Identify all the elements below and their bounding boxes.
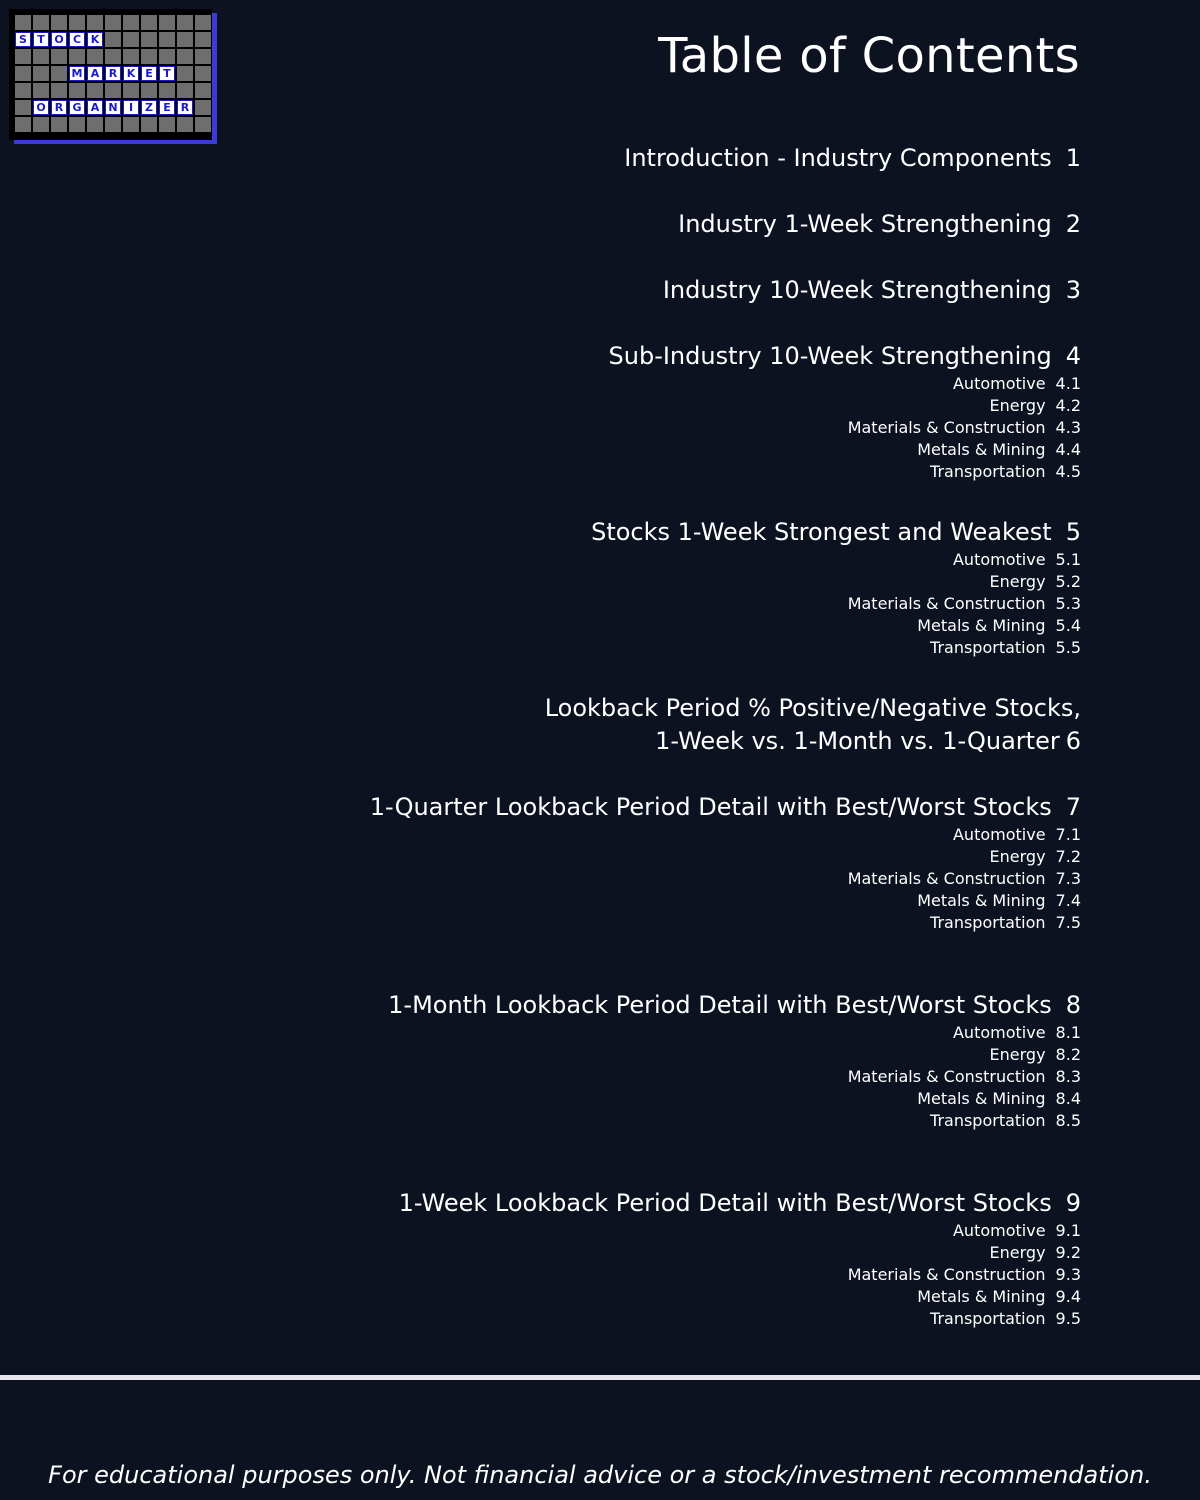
toc-sub-page-number: 5.3 xyxy=(1055,594,1081,613)
toc-sub-list xyxy=(370,824,1081,934)
toc-sub-entry-5.3[interactable] xyxy=(591,593,1081,615)
logo-letter-tile: M xyxy=(69,66,85,81)
logo-letter-tile: R xyxy=(177,100,193,115)
toc-sub-entry-4.2[interactable] xyxy=(609,395,1081,417)
logo-blank-tile xyxy=(69,15,85,30)
logo-letter-tile: S xyxy=(15,32,31,47)
logo-letter-tile: A xyxy=(87,100,103,115)
toc-sub-page-number: 9.5 xyxy=(1055,1309,1081,1328)
toc-sub-entry-9.3[interactable] xyxy=(399,1264,1081,1286)
logo-blank-tile xyxy=(123,117,139,132)
toc-entry-5[interactable] xyxy=(591,516,1081,659)
logo-blank-tile xyxy=(195,100,211,115)
logo-blank-tile xyxy=(33,15,49,30)
logo-letter-tile: A xyxy=(87,66,103,81)
toc-page-number: 2 xyxy=(1065,210,1081,238)
logo-blank-tile xyxy=(33,83,49,98)
logo-blank-tile xyxy=(15,15,31,30)
toc-entry-title-line2: 1-Week vs. 1-Month vs. 1-Quarter xyxy=(655,727,1060,755)
toc-sub-page-number: 5.5 xyxy=(1055,638,1081,657)
logo-blank-tile xyxy=(33,117,49,132)
logo-blank-tile xyxy=(87,117,103,132)
logo-letter-tile: O xyxy=(33,100,49,115)
toc-entry-title: Industry 1-Week Strengthening xyxy=(678,210,1052,238)
logo-blank-tile xyxy=(51,15,67,30)
toc-sub-page-number: 7.1 xyxy=(1055,825,1081,844)
logo-letter-tile: Z xyxy=(141,100,157,115)
toc-sub-entry-7.3[interactable] xyxy=(370,868,1081,890)
toc-sub-list xyxy=(399,1220,1081,1330)
toc-page-number: 1 xyxy=(1065,144,1081,172)
toc-page-number: 6 xyxy=(1065,727,1081,755)
toc-entry-line xyxy=(609,340,1081,373)
logo-letter-tile: K xyxy=(87,32,103,47)
toc-sub-page-number: 4.2 xyxy=(1055,396,1081,415)
toc-entry-line xyxy=(370,791,1081,824)
toc-entry-title-line1: Lookback Period % Positive/Negative Stocks, xyxy=(544,694,1081,722)
toc-page-number: 3 xyxy=(1065,276,1081,304)
toc-sub-entry-title: Transportation xyxy=(930,638,1046,657)
logo-blank-tile xyxy=(51,83,67,98)
logo-letter-tile: C xyxy=(69,32,85,47)
logo-blank-tile xyxy=(33,66,49,81)
logo-blank-tile xyxy=(141,32,157,47)
toc-sub-entry-title: Materials & Construction xyxy=(847,1265,1046,1284)
toc-sub-page-number: 7.2 xyxy=(1055,847,1081,866)
toc-sub-entry-8.4[interactable] xyxy=(388,1088,1081,1110)
logo-blank-tile xyxy=(15,100,31,115)
logo-letter-tile: E xyxy=(159,100,175,115)
logo-blank-tile xyxy=(123,32,139,47)
toc-entry-6[interactable] xyxy=(545,692,1081,758)
logo-letter-tile: K xyxy=(123,66,139,81)
logo-blank-tile xyxy=(69,49,85,64)
toc-page-number: 4 xyxy=(1065,342,1081,370)
toc-entry-line2 xyxy=(545,725,1081,758)
logo-blank-tile xyxy=(123,83,139,98)
toc-entry-line xyxy=(663,274,1081,307)
logo-letter-tile: E xyxy=(141,66,157,81)
toc-sub-entry-title: Energy xyxy=(989,1045,1046,1064)
logo-blank-tile xyxy=(195,32,211,47)
toc-sub-entry-9.5[interactable] xyxy=(399,1308,1081,1330)
toc-entry-1[interactable] xyxy=(624,142,1081,175)
toc-sub-page-number: 8.2 xyxy=(1055,1045,1081,1064)
logo-letter-tile: T xyxy=(159,66,175,81)
logo-blank-tile xyxy=(141,15,157,30)
toc-sub-list xyxy=(591,549,1081,659)
toc-sub-entry-title: Transportation xyxy=(930,913,1046,932)
logo-blank-tile xyxy=(177,32,193,47)
toc-page-number: 8 xyxy=(1065,991,1081,1019)
toc-entry-8[interactable] xyxy=(388,989,1081,1132)
toc-sub-page-number: 8.1 xyxy=(1055,1023,1081,1042)
toc-sub-entry-title: Metals & Mining xyxy=(917,1287,1046,1306)
logo-blank-tile xyxy=(105,49,121,64)
logo-blank-tile xyxy=(177,83,193,98)
toc-sub-entry-title: Energy xyxy=(989,847,1046,866)
logo-blank-tile xyxy=(141,117,157,132)
toc-entry-title: 1-Week Lookback Period Detail with Best/Worst Stocks xyxy=(398,1189,1052,1217)
logo-blank-tile xyxy=(87,83,103,98)
toc-sub-entry-4.5[interactable] xyxy=(609,461,1081,483)
toc-sub-list xyxy=(388,1022,1081,1132)
logo-blank-tile xyxy=(123,49,139,64)
toc-sub-list xyxy=(609,373,1081,483)
toc-entry-9[interactable] xyxy=(399,1187,1081,1330)
toc-sub-entry-8.5[interactable] xyxy=(388,1110,1081,1132)
toc-sub-page-number: 9.3 xyxy=(1055,1265,1081,1284)
logo-blank-tile xyxy=(141,49,157,64)
toc-sub-entry-title: Metals & Mining xyxy=(917,1089,1046,1108)
toc-sub-entry-title: Automotive xyxy=(952,1023,1046,1042)
logo-blank-tile xyxy=(177,15,193,30)
logo-blank-tile xyxy=(195,66,211,81)
logo-letter-tile: N xyxy=(105,100,121,115)
logo-blank-tile xyxy=(195,15,211,30)
logo-blank-tile xyxy=(177,117,193,132)
toc-sub-entry-4.3[interactable] xyxy=(609,417,1081,439)
toc-sub-entry-5.5[interactable] xyxy=(591,637,1081,659)
toc-sub-entry-title: Transportation xyxy=(930,462,1046,481)
toc-sub-page-number: 7.4 xyxy=(1055,891,1081,910)
toc-sub-entry-title: Materials & Construction xyxy=(847,418,1046,437)
logo-blank-tile xyxy=(15,83,31,98)
toc-sub-entry-title: Materials & Construction xyxy=(847,594,1046,613)
toc-sub-page-number: 4.1 xyxy=(1055,374,1081,393)
logo-blank-tile xyxy=(195,49,211,64)
logo-blank-tile xyxy=(159,32,175,47)
toc-entry-line xyxy=(399,1187,1081,1220)
toc-sub-entry-8.3[interactable] xyxy=(388,1066,1081,1088)
logo-blank-tile xyxy=(51,49,67,64)
toc-sub-page-number: 9.1 xyxy=(1055,1221,1081,1240)
toc-sub-entry-title: Materials & Construction xyxy=(847,869,1046,888)
logo-blank-tile xyxy=(51,66,67,81)
logo-blank-tile xyxy=(105,117,121,132)
logo-blank-tile xyxy=(123,15,139,30)
toc-sub-entry-8.1[interactable] xyxy=(388,1022,1081,1044)
toc-sub-entry-title: Transportation xyxy=(930,1111,1046,1130)
logo-letter-tile: G xyxy=(69,100,85,115)
toc-sub-entry-9.2[interactable] xyxy=(399,1242,1081,1264)
logo-letter-tile: R xyxy=(105,66,121,81)
toc-sub-page-number: 8.4 xyxy=(1055,1089,1081,1108)
page-title: Table of Contents xyxy=(658,28,1080,84)
toc-sub-entry-5.4[interactable] xyxy=(591,615,1081,637)
toc-sub-entry-5.1[interactable] xyxy=(591,549,1081,571)
logo-blank-tile xyxy=(33,49,49,64)
toc-sub-entry-7.2[interactable] xyxy=(370,846,1081,868)
toc-sub-page-number: 8.3 xyxy=(1055,1067,1081,1086)
toc-sub-entry-7.4[interactable] xyxy=(370,890,1081,912)
toc-sub-entry-9.1[interactable] xyxy=(399,1220,1081,1242)
toc-page-number: 9 xyxy=(1065,1189,1081,1217)
logo-blank-tile xyxy=(159,117,175,132)
toc-entry-line xyxy=(624,142,1081,175)
toc-entry-line xyxy=(591,516,1081,549)
toc-page-number: 5 xyxy=(1065,518,1081,546)
toc-sub-entry-title: Automotive xyxy=(952,825,1046,844)
logo-blank-tile xyxy=(105,15,121,30)
logo-blank-tile xyxy=(15,117,31,132)
logo-blank-tile xyxy=(15,49,31,64)
logo-blank-tile xyxy=(105,83,121,98)
toc-sub-entry-7.1[interactable] xyxy=(370,824,1081,846)
toc-sub-page-number: 5.2 xyxy=(1055,572,1081,591)
toc-sub-entry-7.5[interactable] xyxy=(370,912,1081,934)
toc-sub-entry-5.2[interactable] xyxy=(591,571,1081,593)
logo-blank-tile xyxy=(87,15,103,30)
toc-sub-entry-title: Energy xyxy=(989,572,1046,591)
toc-sub-entry-title: Energy xyxy=(989,396,1046,415)
logo-blank-tile xyxy=(51,117,67,132)
toc-sub-entry-title: Materials & Construction xyxy=(847,1067,1046,1086)
toc-sub-entry-4.4[interactable] xyxy=(609,439,1081,461)
toc-sub-page-number: 4.5 xyxy=(1055,462,1081,481)
logo-blank-tile xyxy=(105,32,121,47)
toc-sub-entry-title: Automotive xyxy=(952,374,1046,393)
toc-sub-entry-title: Automotive xyxy=(952,1221,1046,1240)
toc-sub-page-number: 9.2 xyxy=(1055,1243,1081,1262)
toc-sub-entry-title: Metals & Mining xyxy=(917,891,1046,910)
toc-entry-title: Introduction - Industry Components xyxy=(624,144,1052,172)
toc-entry-2[interactable] xyxy=(678,208,1081,241)
toc-sub-page-number: 8.5 xyxy=(1055,1111,1081,1130)
toc-sub-entry-title: Transportation xyxy=(930,1309,1046,1328)
toc-sub-page-number: 7.3 xyxy=(1055,869,1081,888)
logo-blank-tile xyxy=(177,66,193,81)
toc-entry-title: Stocks 1-Week Strongest and Weakest xyxy=(591,518,1052,546)
logo-blank-tile xyxy=(15,66,31,81)
toc-sub-entry-8.2[interactable] xyxy=(388,1044,1081,1066)
logo-blank-tile xyxy=(159,49,175,64)
logo-blank-tile xyxy=(141,83,157,98)
toc-entry-title: Sub-Industry 10-Week Strengthening xyxy=(608,342,1052,370)
toc-sub-entry-9.4[interactable] xyxy=(399,1286,1081,1308)
toc-sub-entry-title: Automotive xyxy=(952,550,1046,569)
toc-sub-page-number: 5.1 xyxy=(1055,550,1081,569)
toc-entry-title: Industry 10-Week Strengthening xyxy=(662,276,1052,304)
logo-letter-tile: I xyxy=(123,100,139,115)
toc-sub-page-number: 5.4 xyxy=(1055,616,1081,635)
logo-blank-tile xyxy=(69,83,85,98)
toc-entry-title: 1-Quarter Lookback Period Detail with Best/Worst Stocks xyxy=(369,793,1052,821)
disclaimer-text: For educational purposes only. Not financial advice or a stock/investment recommendation. xyxy=(48,1461,1152,1489)
toc-sub-page-number: 9.4 xyxy=(1055,1287,1081,1306)
toc-page-number: 7 xyxy=(1065,793,1081,821)
toc-sub-entry-4.1[interactable] xyxy=(609,373,1081,395)
logo-blank-tile xyxy=(87,49,103,64)
logo-blank-tile xyxy=(177,49,193,64)
logo-letter-grid xyxy=(15,15,209,132)
logo-blank-tile xyxy=(69,117,85,132)
logo-blank-tile xyxy=(159,83,175,98)
toc-sub-page-number: 4.4 xyxy=(1055,440,1081,459)
toc-sub-entry-title: Metals & Mining xyxy=(917,616,1046,635)
logo-blank-tile xyxy=(195,83,211,98)
toc-sub-page-number: 4.3 xyxy=(1055,418,1081,437)
logo-letter-tile: O xyxy=(51,32,67,47)
logo-letter-tile: T xyxy=(33,32,49,47)
logo-letter-tile: R xyxy=(51,100,67,115)
toc-sub-entry-title: Energy xyxy=(989,1243,1046,1262)
footer-divider xyxy=(0,1375,1200,1380)
logo-blank-tile xyxy=(159,15,175,30)
toc-entry-line xyxy=(388,989,1081,1022)
toc-sub-page-number: 7.5 xyxy=(1055,913,1081,932)
logo-blank-tile xyxy=(195,117,211,132)
toc-entry-title: 1-Month Lookback Period Detail with Best/Worst Stocks xyxy=(388,991,1052,1019)
toc-entry-4[interactable] xyxy=(609,340,1081,483)
toc-entry-3[interactable] xyxy=(663,274,1081,307)
stock-market-organizer-logo xyxy=(9,9,212,140)
toc-entry-7[interactable] xyxy=(370,791,1081,934)
toc-sub-entry-title: Metals & Mining xyxy=(917,440,1046,459)
toc-entry-line xyxy=(678,208,1081,241)
